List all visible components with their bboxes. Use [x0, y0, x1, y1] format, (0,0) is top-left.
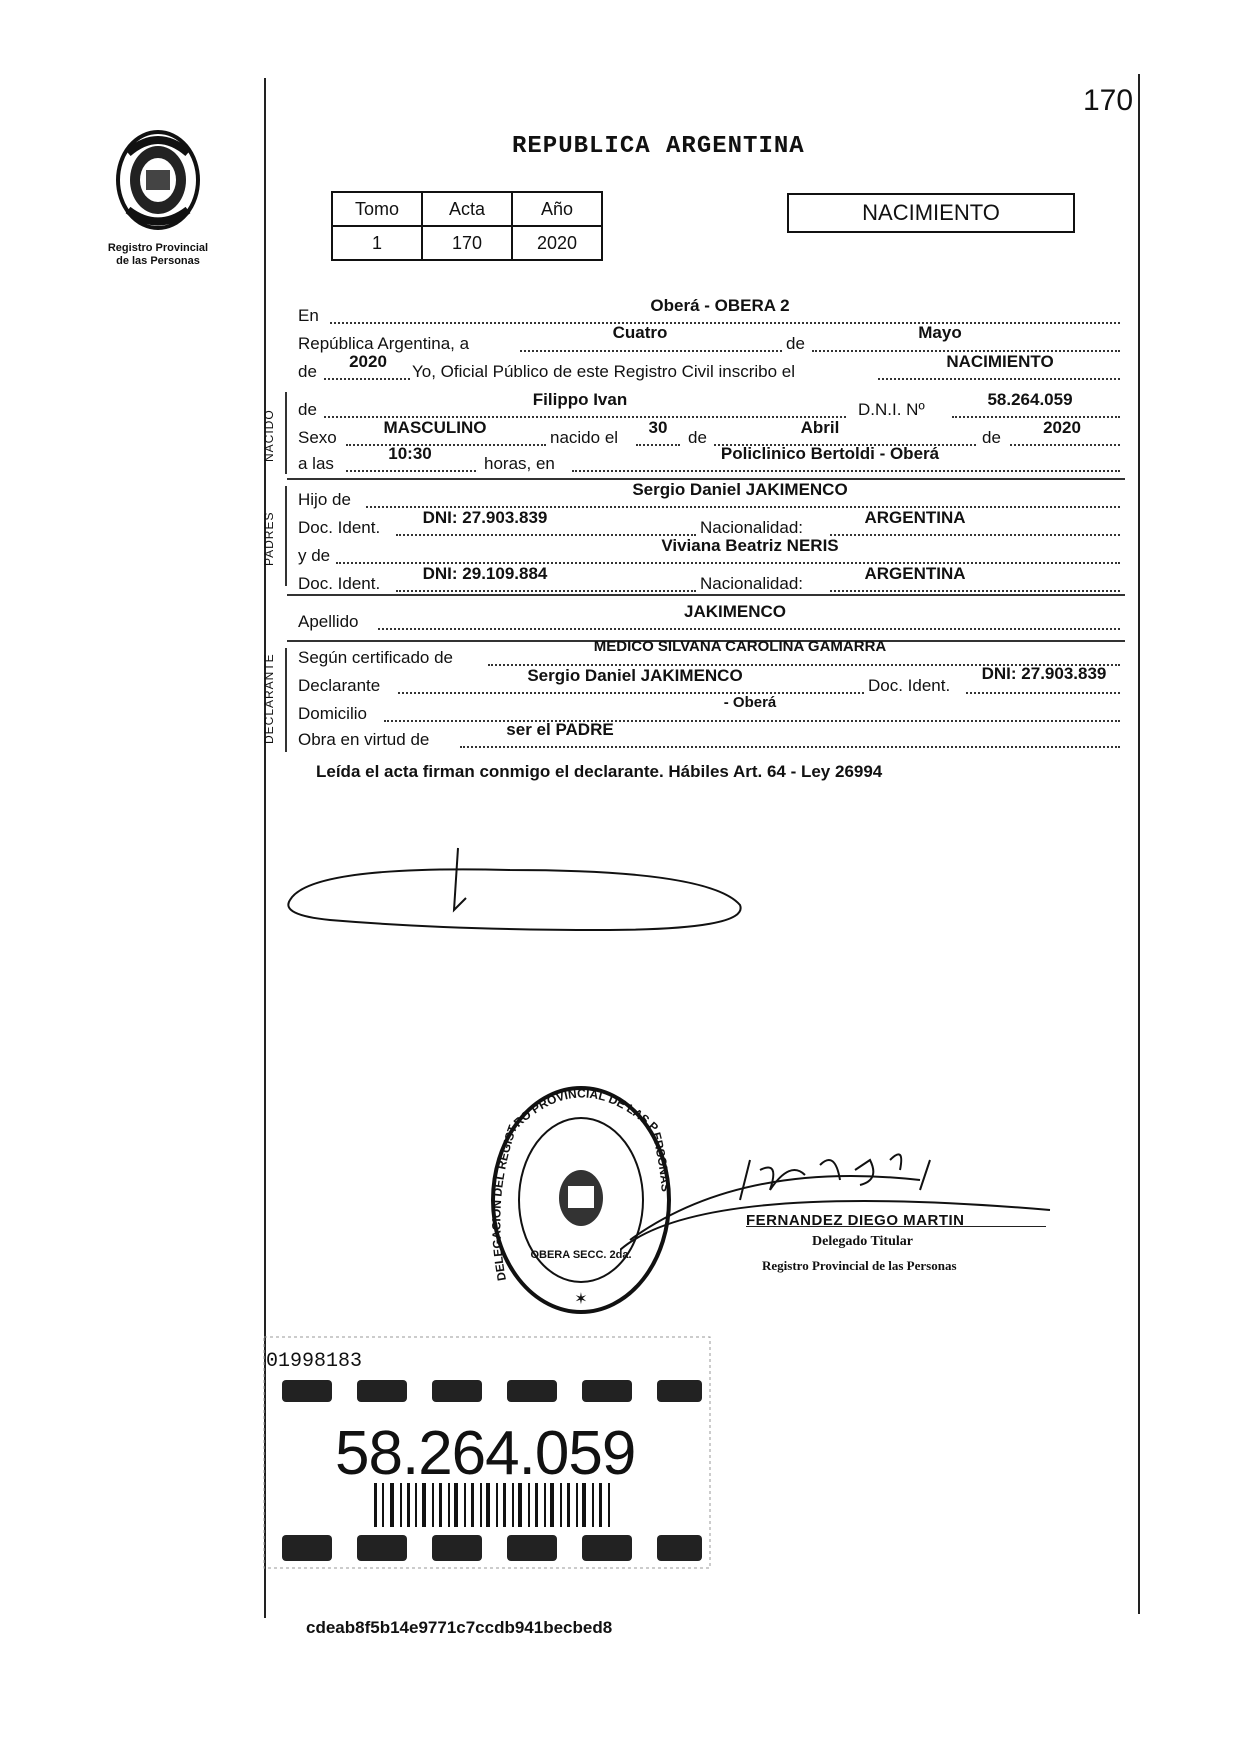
dotted-line — [346, 470, 476, 472]
inscribe-text: Yo, Oficial Público de este Registro Civil inscribo el — [412, 362, 795, 381]
registry-caption-line2: de las Personas — [116, 255, 200, 267]
dotted-line — [520, 350, 782, 352]
official-name: FERNANDEZ DIEGO MARTIN — [746, 1212, 965, 1229]
de-label: de — [786, 334, 805, 353]
registry-logo — [98, 125, 218, 268]
doc-ident-label-2: Doc. Ident. — [298, 574, 381, 593]
dni-label: D.N.I. Nº — [858, 400, 925, 419]
birth-time: 10:30 — [388, 444, 432, 463]
dotted-line — [636, 444, 680, 446]
dotted-line — [830, 590, 1120, 592]
obra-value: ser el PADRE — [506, 720, 614, 739]
event-value: NACIMIENTO — [946, 352, 1054, 371]
horas-label: horas, en — [484, 454, 555, 473]
father-doc: DNI: 27.903.839 — [422, 508, 548, 527]
value-acta: 170 — [422, 226, 512, 260]
dotted-line — [1010, 444, 1120, 446]
official-title: Delegado Titular — [812, 1234, 913, 1249]
registry-caption-line1: Registro Provincial — [107, 242, 209, 254]
apellido-value: JAKIMENCO — [683, 602, 786, 621]
doc-ident-label-3: Doc. Ident. — [868, 676, 951, 695]
domicilio-label: Domicilio — [298, 704, 367, 723]
certificado-value: MEDICO SILVANA CAROLINA GAMARRA — [593, 638, 887, 655]
obra-label: Obra en virtud de — [298, 730, 430, 749]
nacido-side-label: NACIDO — [262, 409, 276, 462]
en-label: En — [298, 306, 319, 325]
document-hash: cdeab8f5b14e9771c7ccdb941becbed8 — [306, 1618, 613, 1637]
dotted-line — [324, 378, 410, 380]
sexo-value: MASCULINO — [383, 418, 487, 437]
month-value: Mayo — [918, 323, 962, 342]
declarante-bracket — [285, 648, 287, 752]
closing-statement: Leída el acta firman conmigo el declarante. Hábiles Art. 64 - Ley 26994 — [316, 762, 883, 781]
hijo-de-label: Hijo de — [298, 490, 351, 509]
svg-text:✶: ✶ — [574, 1291, 588, 1308]
padres-side-label: PADRES — [262, 511, 276, 566]
nacido-bracket — [285, 392, 287, 474]
birth-day: 30 — [648, 418, 668, 437]
dotted-line — [378, 628, 1120, 630]
country-title: REPUBLICA ARGENTINA — [512, 133, 805, 160]
stamp-inner-text: OBERA SECC. 2da. — [530, 1249, 632, 1261]
certificado-label: Según certificado de — [298, 648, 453, 667]
official-org: Registro Provincial de las Personas — [762, 1258, 957, 1273]
nacido-el-label: nacido el — [550, 428, 619, 447]
dotted-line — [396, 590, 696, 592]
de-label-2: de — [298, 362, 317, 381]
header-acta: Acta — [422, 192, 512, 226]
de-label-4: de — [982, 428, 1001, 447]
barcode-serial: 01998183 — [266, 1350, 363, 1373]
republica-label: República Argentina, a — [298, 334, 470, 353]
nacionalidad-label-2: Nacionalidad: — [700, 574, 804, 593]
declarante-doc: DNI: 27.903.839 — [981, 664, 1107, 683]
year-value: 2020 — [349, 352, 387, 371]
dotted-line — [878, 378, 1120, 380]
father-nationality: ARGENTINA — [864, 508, 966, 527]
mother-doc: DNI: 29.109.884 — [422, 564, 548, 583]
birth-year: 2020 — [1043, 418, 1081, 437]
birth-place: Policlinico Bertoldi - Oberá — [720, 444, 940, 463]
declarante-side-label: DECLARANTE — [262, 653, 276, 744]
declarante-label: Declarante — [298, 676, 381, 695]
nacionalidad-label: Nacionalidad: — [700, 518, 804, 537]
sexo-label: Sexo — [298, 428, 337, 447]
de-label-3: de — [688, 428, 707, 447]
official-name-rule — [746, 1226, 1046, 1227]
header-anio: Año — [512, 192, 602, 226]
a-las-label: a las — [298, 454, 334, 473]
dotted-line — [572, 470, 1120, 472]
nacido-de-label: de — [298, 400, 317, 419]
apellido-label: Apellido — [298, 612, 359, 631]
padres-bracket — [285, 486, 287, 586]
doc-ident-label: Doc. Ident. — [298, 518, 381, 537]
stamp-outer-text: DELEGACION DEL REGISTRO PROVINCIAL DE LAS PERSONAS — [489, 1086, 673, 1282]
declarante-value: Sergio Daniel JAKIMENCO — [527, 666, 743, 685]
dotted-line — [460, 746, 1120, 748]
header-tomo: Tomo — [332, 192, 422, 226]
domicilio-value: - Oberá — [723, 694, 777, 711]
right-margin-line — [1138, 74, 1140, 1614]
value-tomo: 1 — [332, 226, 422, 260]
father-name: Sergio Daniel JAKIMENCO — [632, 480, 848, 499]
day-value: Cuatro — [612, 323, 668, 342]
dotted-line — [966, 692, 1120, 694]
barcode-number: 58.264.059 — [335, 1419, 636, 1488]
y-de-label: y de — [298, 546, 331, 565]
separator — [287, 594, 1125, 596]
province-seal-icon — [108, 125, 208, 235]
page-number: 170 — [1083, 84, 1134, 117]
mother-nationality: ARGENTINA — [864, 564, 966, 583]
record-type-box: NACIMIENTO — [787, 193, 1075, 233]
dotted-line — [330, 322, 1120, 324]
value-anio: 2020 — [512, 226, 602, 260]
child-name: Filippo Ivan — [532, 390, 628, 409]
child-dni: 58.264.059 — [987, 390, 1073, 409]
birth-month: Abril — [800, 418, 840, 437]
declarant-signature — [270, 840, 770, 940]
record-table — [331, 191, 603, 261]
mother-name: Viviana Beatriz NERIS — [661, 536, 839, 555]
place-value: Oberá - OBERA 2 — [650, 296, 790, 315]
